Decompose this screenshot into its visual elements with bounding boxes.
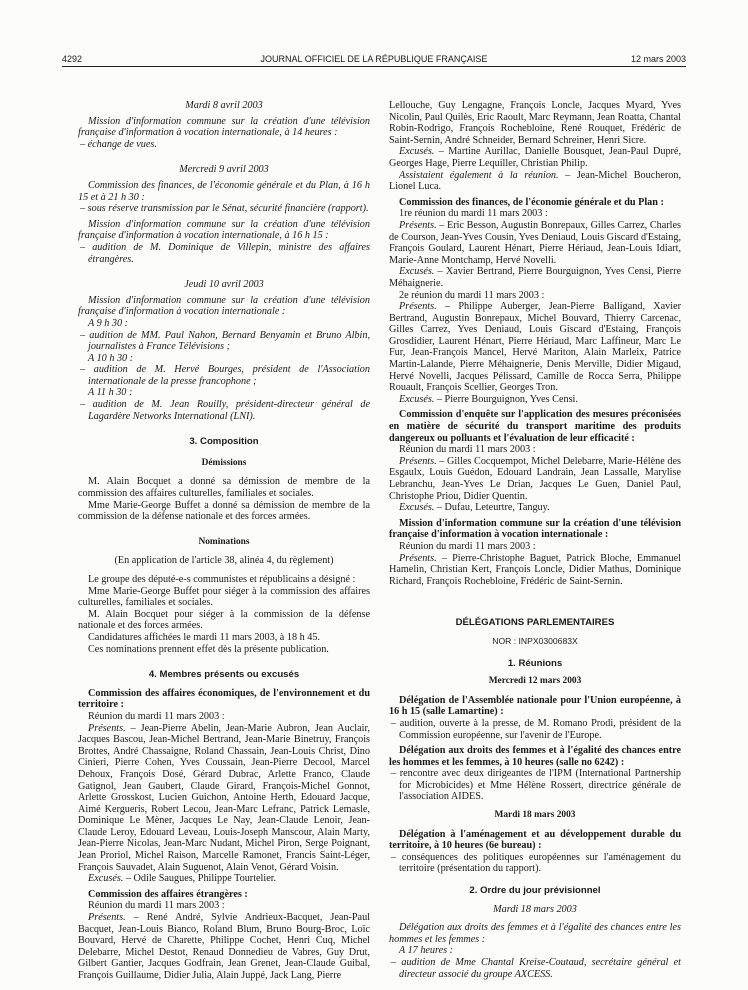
attendance-paragraph: Lellouche, Guy Lengagne, François Loncle, Jacques Myard, Yves Nicolin, Paul Quilès, Eric Raoult, Marc Reymann, Jean Roatta, Chantal Robin-Rodrigo, François Rochebloine, René Rouquet, Frédéric de Saint-Sernin, André Schneider, Bernard Schreiner, Henri Sicre.: [389, 100, 681, 146]
meeting-line: 2e réunion du mardi 11 mars 2003 :: [399, 289, 545, 301]
excused-label: Excusés.: [399, 502, 435, 514]
agenda-paragraph: Mission d'information commune sur la création d'une télévision française d'information à vocation internationale, à 14 heures :: [78, 115, 370, 139]
commission-title: Commission d'enquête sur l'application des mesures préconisées en matière de sécurité du transport maritime des produits dangereux ou polluants et l'évaluation de leur efficacité :: [389, 409, 681, 444]
date-heading: Mardi 18 mars 2003: [493, 903, 577, 915]
text-paragraph: Mme Marie-George Buffet a donné sa démission de membre de la commission de la défense nationale et des forces armées.: [78, 499, 370, 523]
agenda-time: A 11 h 30 :: [88, 387, 133, 399]
text-paragraph: Ces nominations prennent effet dès la présente publication.: [88, 643, 329, 655]
date-heading: Jeudi 10 avril 2003: [184, 279, 264, 291]
agenda-time: A 17 heures :: [399, 945, 454, 957]
present-list: – Jean-Pierre Abelin, Jean-Marie Aubron, Jean Auclair, Jacques Bascou, Jean-Michel Bertrand, Jean-Marie Binetruy, François Brottes, André Chassaigne, Roland Chassain, Jean-Louis Christ, Dino Cinieri, Pierre Cohen, Yves Coussain, Jean-Pierre Decool, Marcel Dehoux, François Dosé, Gérard Dubrac, Arlette Franco, Claude Gatignol, Jean Gaubert, Claude Girard, François-Michel Gonnot, Arlette Grosskost, Lucien Guichon, Antoine Herth, Edouard Jacque, Aimé Kergueris, Robert Lecou, Jean-Marc Lefranc, Patrick Lemasle, Dominique Le Mèner, Jacques Le Nay, Jean-Claude Lenoir, Jean-Claude Leroy, Edouard Leveau, Louis-Joseph Manscour, Alain Marty, Jean-Pierre Nicolas, Jean-Marc Nudant, Michel Piron, Serge Poignant, Jean Proriol, Michel Raison, Marcelle Ramonet, Francis Saint-Léger, François Sauvadet, Alain Suguenot, Alain Venot, Gérard Voisin.: [78, 722, 370, 873]
present-list: – Eric Besson, Augustin Bonrepaux, Gilles Carrez, Charles de Courson, Jean-Yves Cousin, Yves Deniaud, Louis Giscard d'Estaing, François Goulard, Laurent Hénart, Pierre Hériaud, Jean-Louis Idiart, Marie-Anne Montchamp, Hervé Novelli.: [389, 219, 681, 266]
agenda-paragraph: Mission d'information commune sur la création d'une télévision française d'information à vocation internationale, à 16 h 15 :: [78, 218, 370, 242]
agenda-item: – audition de M. Jean Rouilly, président-directeur général de Lagardère Networks International (LNI).: [80, 399, 370, 422]
present-label: Présents.: [399, 552, 437, 564]
present-list: – Philippe Auberger, Jean-Pierre Balligand, Xavier Bertrand, Augustin Bonrepaux, Michel Bouvard, Thierry Carcenac, Gilles Carrez, Yves Deniaud, Louis Giscard d'Estaing, François Grosdidier, Laurent Hénart, Pierre Hériaud, Marc Laffineur, Marc Le Fur, Jean-François Mancel, Hervé Mariton, Alain Marleix, Patrice Martin-Lalande, Pierre Méhaignerie, Denis Merville, Didier Migaud, Hervé Novelli, Jacques Pélissard, Camille de Rocca Serra, Philippe Rouault, François Scellier, Georges Tron.: [389, 301, 681, 394]
excused-list: – Xavier Bertrand, Pierre Bourguignon, Yves Censi, Pierre Méhaignerie.: [389, 266, 681, 289]
excused-label: Excusés.: [88, 873, 124, 885]
agenda-item: – audition de Mme Chantal Kreise-Coutaud, secrétaire général et directeur associé du groupe AXCESS.: [391, 957, 681, 980]
commission-title: Commission des finances, de l'économie générale et du Plan :: [399, 196, 664, 208]
attendance-paragraph: [389, 146, 681, 169]
attendance-paragraph: [389, 553, 681, 588]
attendance-paragraph: [389, 394, 681, 406]
left-column: [78, 100, 370, 982]
present-label: Présents.: [399, 219, 437, 231]
meeting-line: 1re réunion du mardi 11 mars 2003 :: [399, 208, 548, 220]
present-list: – René André, Sylvie Andrieux-Bacquet, Jean-Paul Bacquet, Jean-Louis Bianco, Roland Blum, Bruno Bourg-Broc, Loïc Bouvard, Hervé de Charette, Philippe Cochet, Henri Cuq, Michel Delebarre, Michel Destot, Renaud Donnedieu de Vabres, Guy Drut, Gilbert Gantier, Jacques Godfrain, Jean Grenet, Jean-Claude Guibal, François Guillaume, Didier Julia, Alain Juppé, Jack Lang, Pierre: [78, 912, 370, 981]
excused-list: – Dufau, Leteurtre, Tanguy.: [434, 502, 550, 514]
page-header: [62, 54, 686, 67]
issue-date: 12 mars 2003: [630, 54, 686, 64]
page-number: 4292: [62, 54, 83, 64]
present-label: Présents.: [399, 455, 437, 467]
agenda-item: – échange de vues.: [80, 138, 157, 150]
attendance-paragraph: [389, 266, 681, 289]
journal-title: JOURNAL OFFICIEL DE LA RÉPUBLIQUE FRANÇAISE: [260, 54, 488, 64]
text-paragraph: Candidatures affichées le mardi 11 mars 2003, à 18 h 45.: [88, 631, 320, 643]
present-label: Présents.: [88, 722, 126, 734]
meeting-line: Réunion du mardi 11 mars 2003 :: [399, 540, 536, 552]
date-heading: Mercredi 9 avril 2003: [179, 164, 269, 176]
excused-label: Excusés.: [399, 266, 435, 278]
delegation-title: Délégation à l'aménagement et au développement durable du territoire, à 10 heures (6e bureau) :: [389, 828, 681, 852]
agenda-item: – sous réserve transmission par le Sénat, sécurité financière (rapport).: [80, 203, 369, 215]
attendance-paragraph: [78, 912, 370, 982]
text-paragraph: M. Alain Bocquet pour siéger à la commission de la défense nationale et des forces armées.: [78, 608, 370, 632]
attendance-paragraph: [389, 170, 681, 193]
section-title: 2. Ordre du jour prévisionnel: [469, 885, 601, 897]
date-heading: Mercredi 12 mars 2003: [488, 676, 582, 687]
section-title: 1. Réunions: [507, 657, 563, 669]
agenda-item: – audition, ouverte à la presse, de M. Romano Prodi, président de la Commission européenne, sur l'avenir de l'Europe.: [391, 717, 681, 741]
right-column: [389, 100, 681, 980]
attendance-paragraph: [389, 502, 681, 514]
attendance-paragraph: [389, 220, 681, 266]
commission-title: Commission des affaires économiques, de l'environnement et du territoire :: [78, 687, 370, 711]
agenda-time: A 10 h 30 :: [88, 352, 134, 364]
present-label: Présents.: [399, 301, 437, 313]
section-title: 4. Membres présents ou excusés: [148, 669, 300, 681]
delegation-title: Délégation aux droits des femmes et à l'égalité des chances entre les hommes et les femmes, à 10 heures (salle no 6242) :: [389, 745, 681, 768]
present-label: Présents.: [88, 912, 126, 924]
agenda-paragraph: Délégation aux droits des femmes et à l'égalité des chances entre les hommes et les femmes :: [389, 922, 681, 945]
text-paragraph: Le groupe des député-e-s communistes et républicains a désigné :: [88, 574, 356, 585]
date-heading: Mardi 18 mars 2003: [494, 810, 576, 821]
agenda-item: – audition de MM. Paul Nahon, Bernard Benyamin et Bruno Albin, journalistes à France Télévisions ;: [80, 329, 370, 353]
attending-label: Assistaient également à la réunion.: [399, 169, 559, 181]
attendance-paragraph: [389, 301, 681, 394]
nor-reference: NOR : INPX0300683X: [492, 635, 578, 646]
section-title: 3. Composition: [189, 436, 259, 448]
excused-label: Excusés.: [399, 393, 435, 405]
delegation-title: Délégation de l'Assemblée nationale pour l'Union européenne, à 16 h 15 (salle Lamartine) :: [389, 694, 681, 718]
present-list: – Gilles Cocquempot, Michel Delebarre, Marie-Hélène des Esgaulx, Louis Guédon, Edouard Landrain, Jean Lassalle, Marylise Lebranchu, Jean-Yves Le Drian, Jacques Le Guen, Daniel Paul, Christophe Priou, Didier Quentin.: [389, 455, 681, 502]
commission-title: Commission des affaires étrangères :: [88, 888, 248, 900]
present-list: – Pierre-Christophe Baguet, Patrick Bloche, Emmanuel Hamelin, Christian Kert, François Loncle, Didier Mathus, Dominique Richard, François Rochebloine, Frédéric de Saint-Sernin.: [389, 552, 681, 587]
subsection-title: Nominations: [198, 536, 250, 547]
excused-list: – Odile Saugues, Philippe Tourtelier.: [123, 873, 277, 885]
date-heading: Mardi 8 avril 2003: [185, 100, 263, 111]
subsection-title: Démissions: [201, 457, 247, 468]
excused-list: – Pierre Bourguignon, Yves Censi.: [434, 393, 578, 405]
agenda-item: – conséquences des politiques européennes sur l'aménagement du territoire (présentation du rapport).: [391, 851, 681, 875]
meeting-line: Réunion du mardi 11 mars 2003 :: [399, 444, 536, 456]
excused-label: Excusés.: [399, 146, 435, 158]
attendance-paragraph: [389, 456, 681, 502]
commission-title: Mission d'information commune sur la création d'une télévision française d'information à vocation internationale :: [389, 517, 681, 541]
attendance-paragraph: [78, 723, 370, 874]
delegations-title: DÉLÉGATIONS PARLEMENTAIRES: [455, 617, 615, 629]
meeting-line: Réunion du mardi 11 mars 2003 :: [88, 900, 225, 912]
agenda-item: – audition de M. Dominique de Villepin, ministre des affaires étrangères.: [80, 241, 370, 265]
attending-list: – Jean-Michel Boucheron, Lionel Luca.: [389, 169, 681, 193]
agenda-item: – audition de M. Hervé Bourges, président de l'Association internationale de la presse francophone ;: [80, 364, 370, 387]
text-paragraph: M. Alain Bocquet a donné sa démission de membre de la commission des affaires culturelles, familiales et sociales.: [78, 476, 370, 500]
agenda-paragraph: Mission d'information commune sur la création d'une télévision française d'information à vocation internationale :: [78, 294, 370, 318]
attendance-paragraph: [78, 873, 370, 885]
agenda-item: – rencontre avec deux dirigeantes de l'IPM (International Partnership for Microbicides) et Mme Hélène Rossert, directrice générale de l'association AIDES.: [391, 768, 681, 803]
text-paragraph: Mme Marie-George Buffet pour siéger à la commission des affaires culturelles, familiales et sociales.: [78, 585, 370, 609]
agenda-paragraph: Commission des finances, de l'économie générale et du Plan, à 16 h 15 et à 21 h 30 :: [78, 179, 370, 203]
text-paragraph: (En application de l'article 38, alinéa 4, du règlement): [114, 555, 334, 567]
excused-list: – Martine Aurillac, Danielle Bousquet, Jean-Paul Dupré, Georges Hage, Pierre Lequiller, Christian Philip.: [389, 146, 681, 169]
agenda-time: A 9 h 30 :: [88, 317, 128, 329]
meeting-line: Réunion du mardi 11 mars 2003 :: [88, 710, 225, 722]
